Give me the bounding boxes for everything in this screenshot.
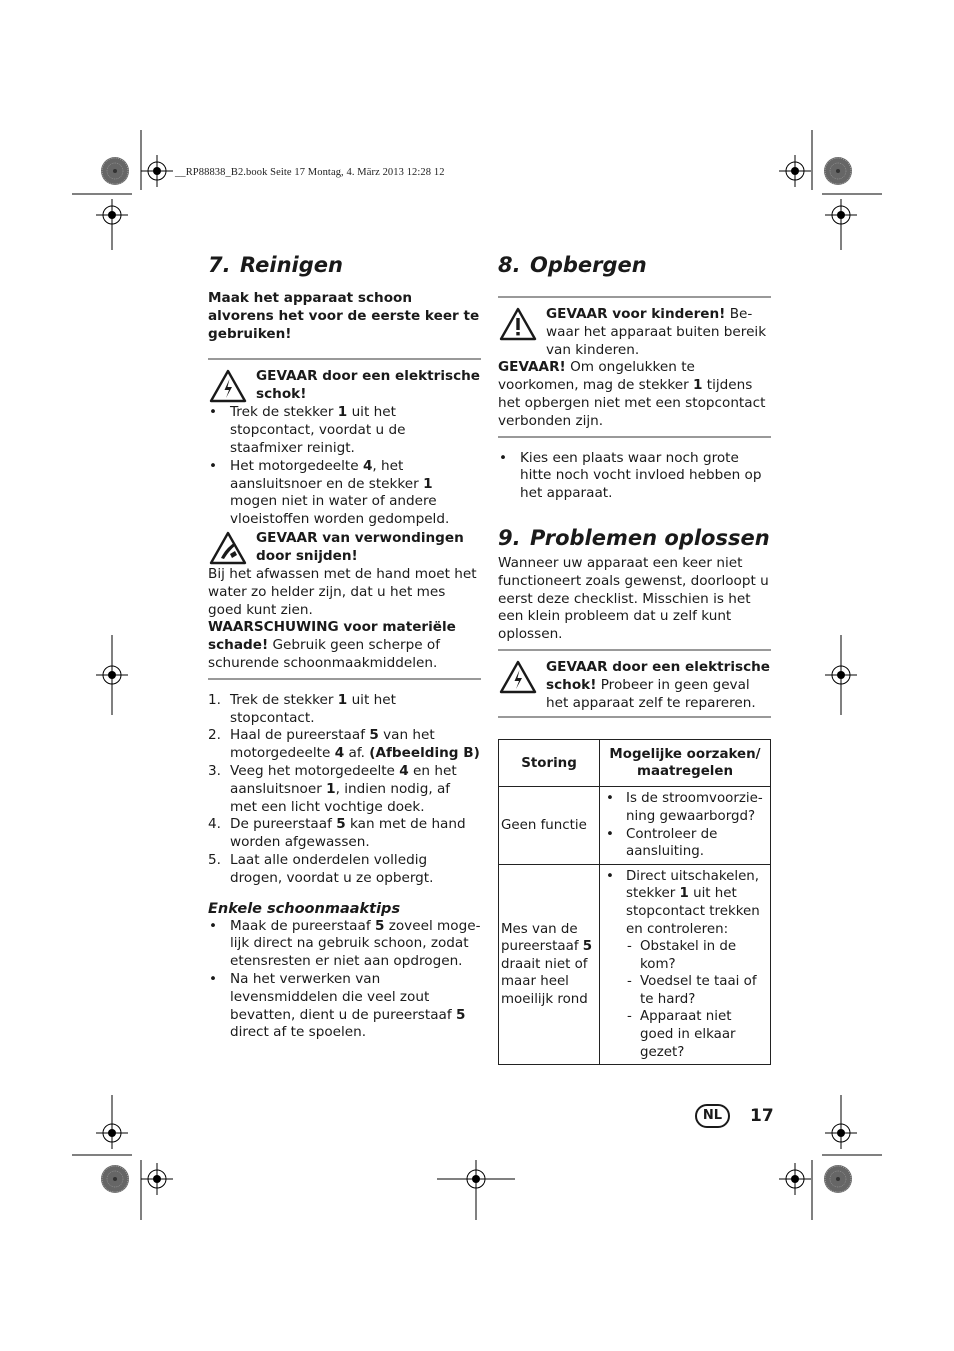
divider <box>498 716 771 718</box>
section-8-heading: 8. Opbergen <box>498 253 647 277</box>
list-item: 4. De pureerstaaf 5 kan met de hand worden afgewassen. <box>208 816 466 851</box>
warning-cut-title: GEVAAR van verwondingen door snijden! <box>256 529 464 564</box>
section-7-heading: 7. Reinigen <box>208 253 343 277</box>
warning-children-text: GEVAAR voor kinderen! Bewaar het apparaat buiten bereik van kinderen. <box>546 306 767 358</box>
list-item: 5. Laat alle onderdelen volledig drogen, voordat u ze opbergt. <box>208 851 434 886</box>
list-item: • Kies een plaats waar noch grote hitte noch vocht invloed hebben op het apparaat. <box>498 450 771 503</box>
divider <box>498 649 771 651</box>
cause-cell <box>600 864 771 1065</box>
warning-repair <box>498 659 771 712</box>
tips-list <box>208 918 481 1043</box>
electric-warning-icon <box>498 659 546 712</box>
storing-cell: Geen functie <box>499 787 600 864</box>
language-badge: NL <box>695 1104 730 1128</box>
left-column <box>208 252 481 1042</box>
list-item: 2. Haal de pureerstaaf 5 van het motorgedeelte 4 af. (Afbeelding B) <box>208 727 480 762</box>
list-item: • Na het verwerken van levensmiddelen die veel zout bevatten, dient u de pureerstaaf 5 direct af te spoelen. <box>208 971 481 1042</box>
page-number: 17 <box>750 1106 774 1126</box>
table-row <box>499 787 771 864</box>
warning-storage: GEVAAR! Om ongelukken te voorkomen, mag de stekker 1 tijdens het opbergen niet met een stopcontact verbonden zijn. <box>498 359 766 429</box>
page-footer <box>695 1104 774 1128</box>
right-column <box>498 252 771 1065</box>
list-item: • Controleer de aansluiting. <box>602 826 766 861</box>
warning-children <box>498 306 771 359</box>
list-item: 3. Veeg het motorgedeelte 4 en het aansluitsnoer 1, indien nodig, af met een licht vochtige doek. <box>208 762 457 815</box>
list-item: • Trek de stekker 1 uit het stopcontact, voordat u de staafmixer reinigt. <box>208 404 481 457</box>
section-9-intro: Wanneer uw apparaat een keer niet functioneert zoals gewenst, doorloopt u eerst deze checklist. Misschien is het een klein probleem dat u zelf kunt oplossen. <box>498 554 769 643</box>
section-9-heading: 9. Problemen oplossen <box>498 525 770 550</box>
divider <box>498 436 771 438</box>
warning-repair-text: GEVAAR door een elektrische schok! Probeer in geen geval het apparaat zelf te repareren. <box>546 658 771 711</box>
list-item: • Het motorgedeelte 4, het aansluitsnoer en de stekker 1 mogen niet in water of andere vloeistoffen worden gedompeld. <box>208 458 481 529</box>
troubleshooting-table <box>498 739 771 1065</box>
warning-cut-text: Bij het afwassen met de hand moet het water zo helder zijn, dat u het mes goed kunt zien. <box>208 565 477 618</box>
file-header: __RP88838_B2.book Seite 17 Montag, 4. März 2013 12:28 12 <box>175 167 445 178</box>
general-warning-icon <box>498 306 546 359</box>
cause-cell <box>600 787 771 864</box>
column-header-causes: Mogelijke oorzaken/ maatregelen <box>600 740 771 787</box>
electric-list <box>208 404 481 529</box>
warning-electric <box>208 368 481 404</box>
list-item: - Obstakel in de kom? <box>626 938 766 973</box>
list-item: • Is de stroomvoorziening gewaarborgd? <box>602 790 766 825</box>
column-header-storing: Storing <box>499 740 600 787</box>
section-7-intro: Maak het apparaat schoon alvorens het voor de eerste keer te gebruiken! <box>208 290 480 342</box>
tips-heading: Enkele schoonmaaktips <box>208 900 401 917</box>
storing-cell: Mes van de pureerstaaf 5 draait niet of maar heel moeilijk rond <box>499 864 600 1065</box>
list-item: 1. Trek de stekker 1 uit het stopcontact. <box>208 691 396 726</box>
warning-material: WAARSCHUWING voor materiële schade! Gebruik geen scherpe of schurende schoonmaakmiddelen. <box>208 619 456 671</box>
divider <box>208 678 481 680</box>
list-item: • Direct uitschakelen, stekker 1 uit het stopcontact trekken en controleren: - Obstakel in de kom? - Voedsel te taai of te hard? - Apparaat niet goed in elkaar gezet? <box>602 868 766 1062</box>
warning-cut <box>208 530 481 566</box>
storage-list <box>498 450 771 503</box>
electric-warning-icon <box>208 368 256 404</box>
table-header-row <box>499 740 771 787</box>
warning-electric-title: GEVAAR door een elektrische schok! <box>256 368 481 403</box>
list-item: - Apparaat niet goed in elkaar gezet? <box>626 1008 766 1061</box>
divider <box>208 358 481 360</box>
divider <box>498 296 771 298</box>
cleaning-steps <box>208 692 481 888</box>
table-row <box>499 864 771 1065</box>
cut-warning-icon <box>208 530 256 566</box>
list-item: • Maak de pureerstaaf 5 zoveel mogelijk direct na gebruik schoon, zodat etensresten er niet aan opdrogen. <box>208 918 481 971</box>
list-item: - Voedsel te taai of te hard? <box>626 973 766 1008</box>
